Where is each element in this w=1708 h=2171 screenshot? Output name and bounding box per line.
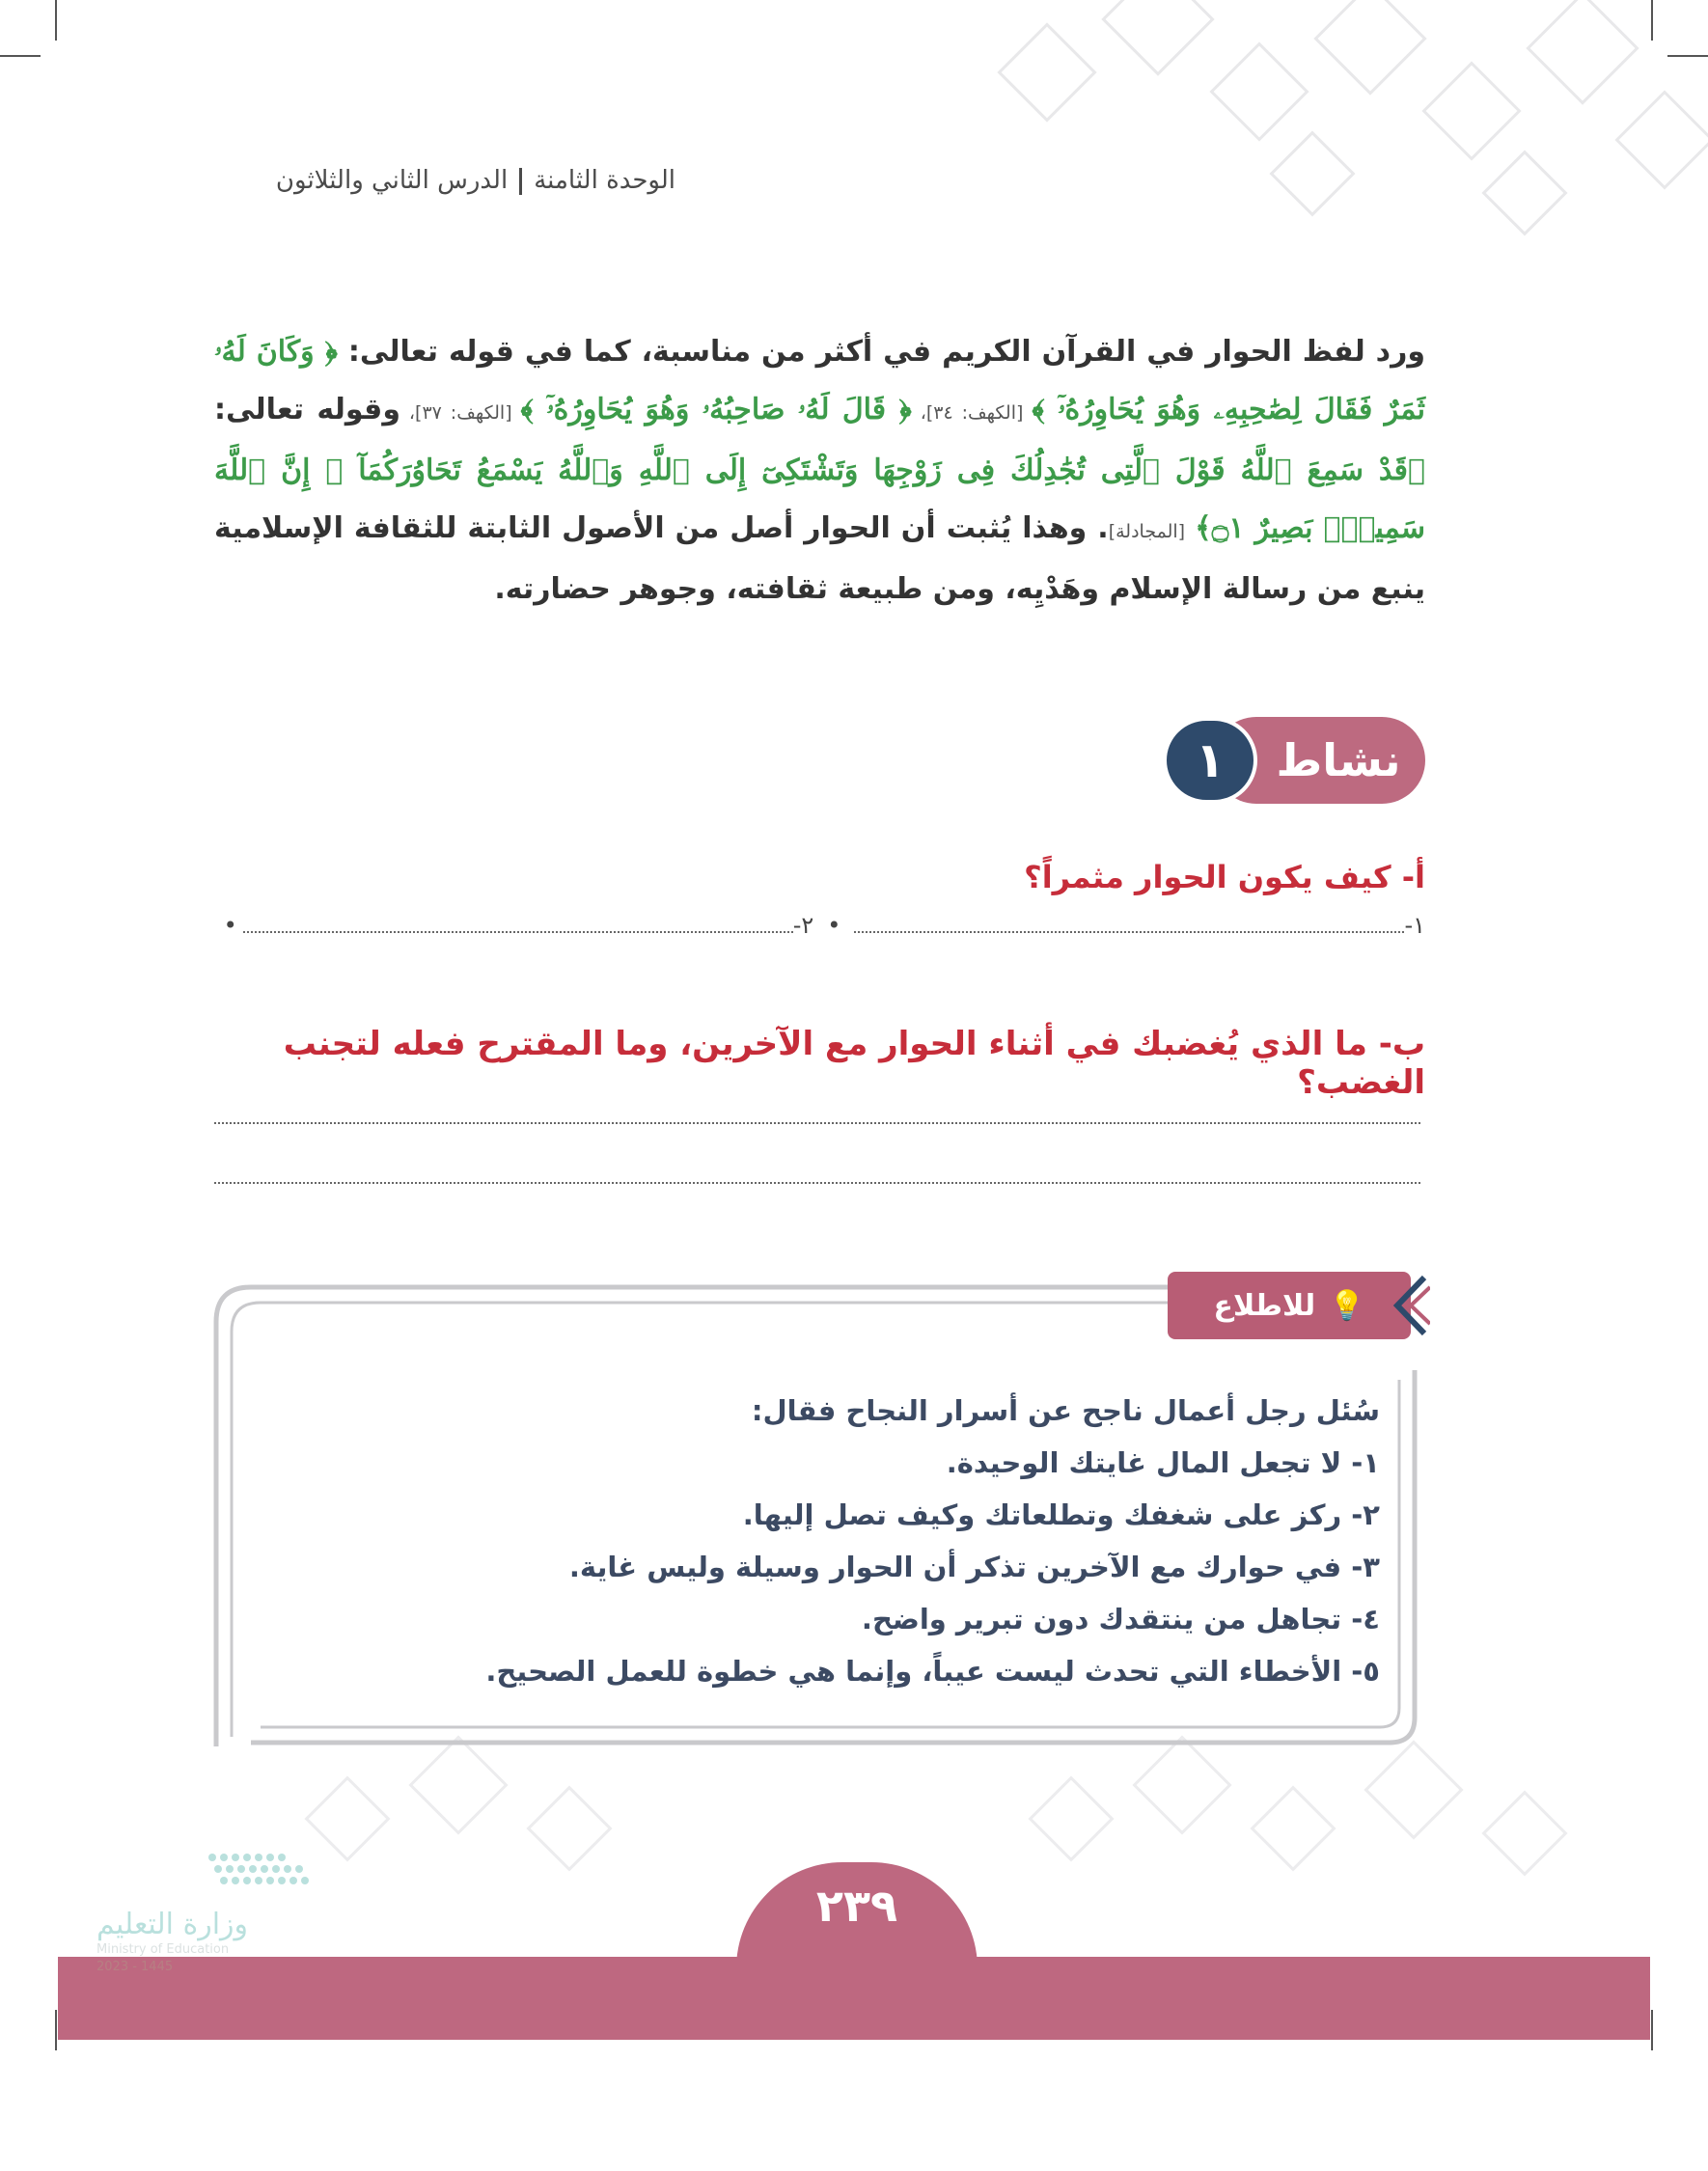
activity-number: ١ [1163,717,1257,804]
quran-verse: ﴿ قَالَ لَهُۥ صَاحِبُهُۥ وَهُوَ يُحَاوِرُهُۥٓ ﴾ [520,393,912,426]
question-a: أ- كيف يكون الحوار مثمراً؟ [1024,859,1425,895]
intro-text: . وهذا يُثبت أن الحوار أصل من الأصول الثابتة للثقافة الإسلامية ينبع من رسالة الإسلام وهَدْيِه، ومن طبيعة ثقافته، وجوهر حضارته. [214,511,1425,606]
verse-reference: [المجادلة] [1108,521,1186,542]
answer-line-b2[interactable] [214,1182,1420,1184]
page-number: ٢٣٩ [815,1880,898,1932]
chevron-left-icon [1391,1274,1430,1337]
info-content [289,1385,1380,1697]
quran-verse: فَقَالَ لِصَٰحِبِهِۦ وَهُوَ يُحَاوِرُهُۥٓ ﴾ [1032,393,1373,426]
info-label [1168,1272,1411,1339]
info-item: ٢- ركز على شغفك وتطلعاتك وكيف تصل إليها. [742,1498,1380,1531]
quran-verse: ﴿قَدْ سَمِعَ ٱللَّهُ قَوْلَ ٱلَّتِى تُجَٰدِلُكَ فِى زَوْجِهَا وَتَشْتَكِىٓ إِلَى ٱللَّهِ وَٱللَّهُ يَسْمَعُ تَحَاوُرَكُمَآ ۚ إِنَّ ٱللَّهَ سَمِيعٌۢ بَصِيرٌ ۝١﴾ [214,453,1425,545]
ministry-logo-icon [96,1848,328,1906]
answer-2-dots[interactable] [243,930,793,933]
question-b: ب- ما الذي يُغضبك في أثناء الحوار مع الآخرين، وما المقترح فعله لتجنب الغضب؟ [283,1025,1425,1102]
page-header [193,166,675,195]
info-intro: سُئل رجل أعمال ناجح عن أسرار النجاح فقال: [751,1394,1380,1427]
crop-mark [1651,2010,1653,2050]
ministry-name-ar: وزارة التعليم [96,1908,249,1941]
quran-verse: ﴿ وَكَانَ لَهُۥ ثَمَرٌ [214,335,1425,426]
activity-badge [1163,717,1425,804]
info-label-text: للاطلاع [1213,1288,1316,1323]
activity-label: نشاط [1213,717,1425,804]
intro-text: ورد لفظ الحوار في القرآن الكريم في أكثر من مناسبة، كما في قوله تعالى: [337,335,1425,369]
verse-reference: [الكهف: ٣٤]، [911,402,1033,424]
answer-1-dots[interactable] [854,930,1404,933]
dot-end: • [223,912,237,939]
crop-mark [55,2010,57,2050]
header-separator [519,168,522,195]
answer-line-a[interactable] [214,912,1425,939]
bulb-icon: 💡 [1329,1288,1365,1323]
info-item: ٤- تجاهل من ينتقدك دون تبرير واضح. [861,1603,1380,1635]
info-item: ٥- الأخطاء التي تحدث ليست عيباً، وإنما هي خطوة للعمل الصحيح. [485,1655,1380,1688]
decorative-pattern-top [975,0,1708,251]
dot-separator: • [827,912,841,939]
answer-1-label: ١- [1404,912,1425,939]
lesson-title: الدرس الثاني والثلاثون [275,166,509,195]
unit-title: الوحدة الثامنة [534,166,675,195]
answer-line-b1[interactable] [214,1122,1420,1124]
ministry-logo [96,1848,328,2031]
crop-mark [55,0,57,41]
ministry-year: 2023 - 1445 [96,1960,174,1974]
ministry-name-en: Ministry of Education [96,1942,230,1957]
crop-mark [0,55,41,57]
intro-paragraph [214,323,1425,618]
answer-2-label: ٢- [792,912,814,939]
intro-text: وقوله تعالى: [214,393,400,426]
info-item: ١- لا تجعل المال غايتك الوحيدة. [946,1446,1380,1479]
info-item: ٣- في حوارك مع الآخرين تذكر أن الحوار وسيلة وليس غاية. [568,1551,1380,1583]
verse-reference: [الكهف: ٣٧]، [399,402,521,424]
